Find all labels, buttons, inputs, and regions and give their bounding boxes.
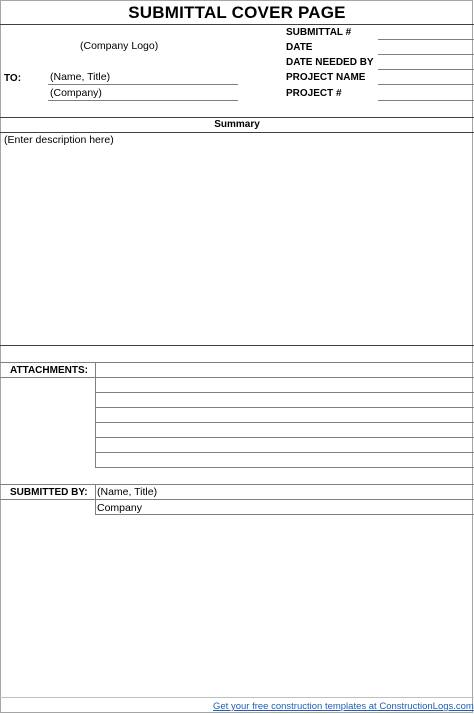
project-name-label: PROJECT NAME <box>286 72 366 83</box>
recipient-name-title[interactable]: (Name, Title) <box>50 71 111 83</box>
footer-divider <box>0 697 474 698</box>
attachment-row-line <box>95 452 474 453</box>
title-divider <box>0 24 474 25</box>
attachment-row-line <box>95 422 474 423</box>
summary-heading: Summary <box>214 119 260 130</box>
attachment-row-line <box>95 467 474 468</box>
company-logo-placeholder: (Company Logo) <box>80 40 159 52</box>
attachment-row-line <box>95 437 474 438</box>
recipient-company[interactable]: (Company) <box>50 87 102 99</box>
project-number-label: PROJECT # <box>286 88 342 99</box>
to-label: TO: <box>4 73 22 84</box>
submitter-name-title[interactable]: (Name, Title) <box>97 486 158 498</box>
footer-templates-link[interactable]: Get your free construction templates at ConstructionLogs.com <box>213 701 474 712</box>
project-name-field[interactable] <box>378 84 474 85</box>
submittal-number-field[interactable] <box>378 39 474 40</box>
recipient-name-underline <box>48 84 238 85</box>
summary-top-divider <box>0 117 474 118</box>
attachments-label: ATTACHMENTS: <box>10 365 88 376</box>
submitted-by-label-underline <box>0 499 95 500</box>
submitter-row-line <box>95 514 474 515</box>
date-field[interactable] <box>378 54 474 55</box>
date-label: DATE <box>286 42 313 53</box>
submitted-by-top-divider <box>0 484 474 485</box>
attachment-row-line <box>95 407 474 408</box>
date-needed-by-field[interactable] <box>378 69 474 70</box>
recipient-company-underline <box>48 100 238 101</box>
summary-description[interactable]: (Enter description here) <box>4 134 114 146</box>
submitter-company[interactable]: Company <box>97 502 142 514</box>
attachments-top-divider <box>0 362 474 363</box>
submitted-by-label: SUBMITTED BY: <box>10 487 88 498</box>
attachments-label-underline <box>0 377 95 378</box>
date-needed-by-label: DATE NEEDED BY <box>286 57 374 68</box>
project-number-field[interactable] <box>378 100 474 101</box>
summary-bottom-divider <box>0 345 474 346</box>
submittal-number-label: SUBMITTAL # <box>286 27 352 38</box>
attachment-row-line <box>95 377 474 378</box>
attachment-row-line <box>95 392 474 393</box>
page-title: SUBMITTAL COVER PAGE <box>128 3 346 22</box>
summary-heading-divider <box>0 132 474 133</box>
submitter-row-line <box>95 499 474 500</box>
